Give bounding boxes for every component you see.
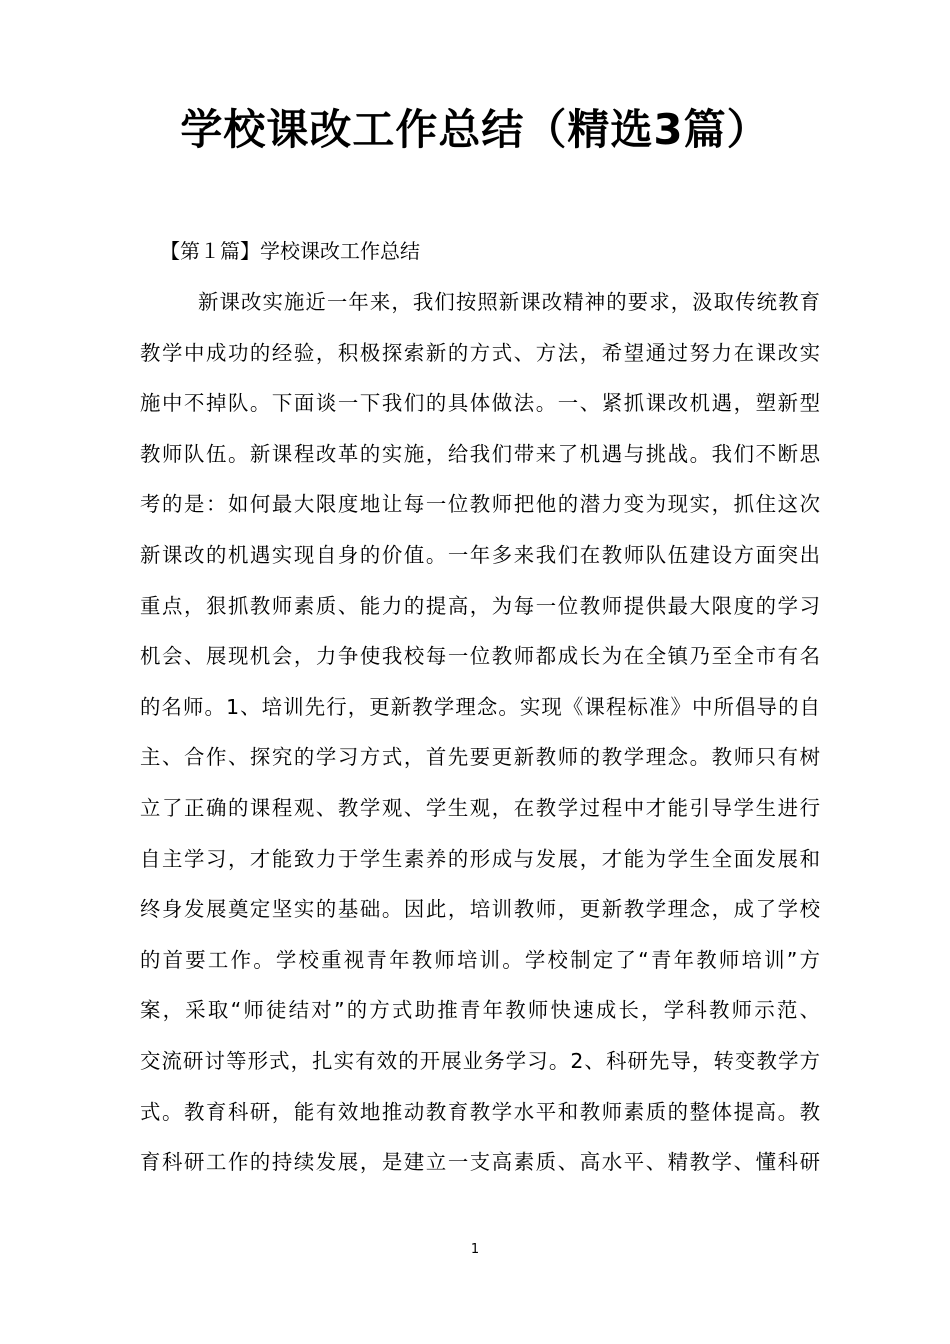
body-line: 交流研讨等形式，扎实有效的开展业务学习。2、科研先导，转变教学方 bbox=[140, 1048, 820, 1073]
body-line: 新课改的机遇实现自身的价值。一年多来我们在教师队伍建设方面突出 bbox=[140, 542, 820, 567]
body-line: 教师队伍。新课程改革的实施，给我们带来了机遇与挑战。我们不断思 bbox=[140, 441, 820, 466]
page-number: 1 bbox=[470, 1242, 480, 1257]
body-line: 育科研工作的持续发展，是建立一支高素质、高水平、精教学、懂科研 bbox=[140, 1150, 820, 1175]
body-line: 教学中成功的经验，积极探索新的方式、方法，希望通过努力在课改实 bbox=[140, 340, 820, 365]
body-line: 的首要工作。学校重视青年教师培训。学校制定了“青年教师培训”方 bbox=[140, 947, 820, 972]
body-line: 重点，狠抓教师素质、能力的提高，为每一位教师提供最大限度的学习 bbox=[140, 593, 820, 618]
body-line: 新课改实施近一年来，我们按照新课改精神的要求，汲取传统教育 bbox=[198, 290, 820, 314]
body-line: 案，采取“师徒结对”的方式助推青年教师快速成长，学科教师示范、 bbox=[140, 998, 820, 1023]
body-line: 的名师。1、培训先行，更新教学理念。实现《课程标准》中所倡导的自 bbox=[140, 694, 820, 719]
body-line: 自主学习，才能致力于学生素养的形成与发展，才能为学生全面发展和 bbox=[140, 846, 820, 871]
body-line: 考的是：如何最大限度地让每一位教师把他的潜力变为现实，抓住这次 bbox=[140, 492, 820, 517]
body-line: 主、合作、探究的学习方式，首先要更新教师的教学理念。教师只有树 bbox=[140, 745, 820, 770]
body-text bbox=[140, 285, 820, 1196]
body-line: 式。教育科研，能有效地推动教育教学水平和教师素质的整体提高。教 bbox=[140, 1099, 820, 1124]
body-line: 机会、展现机会，力争使我校每一位教师都成长为在全镇乃至全市有名 bbox=[140, 644, 820, 669]
section-heading: 【第１篇】学校课改工作总结 bbox=[160, 239, 420, 263]
body-line: 立了正确的课程观、教学观、学生观，在教学过程中才能引导学生进行 bbox=[140, 795, 820, 820]
document-title: 学校课改工作总结（精选3篇） bbox=[180, 105, 770, 154]
body-line: 施中不掉队。下面谈一下我们的具体做法。一、紧抓课改机遇，塑新型 bbox=[140, 391, 820, 416]
body-line: 终身发展奠定坚实的基础。因此，培训教师，更新教学理念，成了学校 bbox=[140, 897, 820, 922]
